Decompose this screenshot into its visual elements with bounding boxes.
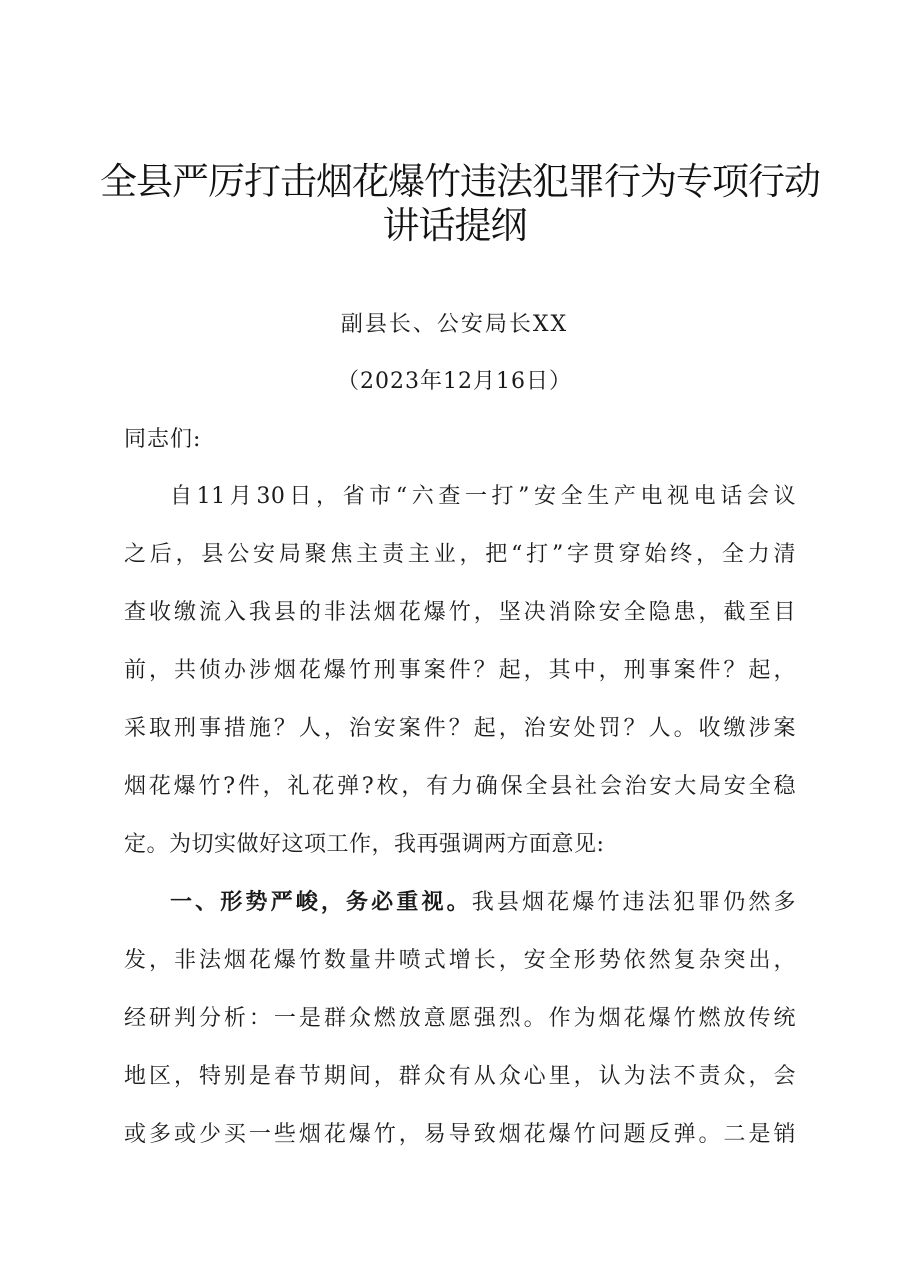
paragraph-line: 之后，县公安局聚焦主责主业，把“打”字贯穿始终，全力清 — [124, 542, 796, 567]
paragraph-line: 查收缴流入我县的非法烟花爆竹，坚决消除安全隐患，截至目 — [124, 600, 796, 625]
paragraph-line — [124, 888, 796, 946]
paragraph-line: 经研判分析：一是群众燃放意愿强烈。作为烟花爆竹燃放传统 — [124, 1006, 796, 1031]
paragraph-line: 发，非法烟花爆竹数量井喷式增长，安全形势依然复杂突出， — [124, 948, 796, 973]
speaker-line: 副县长、公安局长XX — [340, 312, 569, 337]
salutation: 同志们: — [124, 427, 202, 452]
title-line-1: 全县严厉打击烟花爆竹违法犯罪行为专项行动 — [100, 160, 820, 203]
paragraph-line: 采取刑事措施？人，治安案件？起，治安处罚？人。收缴涉案 — [124, 716, 796, 741]
section-heading: 一、形势严峻，务必重视。 — [170, 890, 472, 915]
paragraph-situation — [124, 888, 796, 1178]
paragraph-line: 地区，特别是春节期间，群众有从众心里，认为法不责众，会 — [124, 1064, 796, 1089]
title-line-2: 讲话提纲 — [382, 204, 527, 247]
speech-date: （2023年12月16日） — [337, 369, 572, 394]
paragraph-line-rest: 我县烟花爆竹违法犯罪仍然多 — [471, 890, 796, 915]
paragraph-line: 定。为切实做好这项工作，我再强调两方面意见: — [124, 832, 605, 857]
paragraph-line: 前，共侦办涉烟花爆竹刑事案件？起，其中，刑事案件？起， — [124, 658, 796, 683]
paragraph-line: 或多或少买一些烟花爆竹，易导致烟花爆竹问题反弹。二是销 — [124, 1122, 796, 1147]
paragraph-line: 烟花爆竹?件，礼花弹?枚，有力确保全县社会治安大局安全稳 — [124, 774, 796, 799]
paragraph-intro — [124, 482, 796, 888]
paragraph-line: 自11月30日，省市“六查一打”安全生产电视电话会议 — [170, 484, 796, 509]
document-title — [100, 160, 820, 248]
